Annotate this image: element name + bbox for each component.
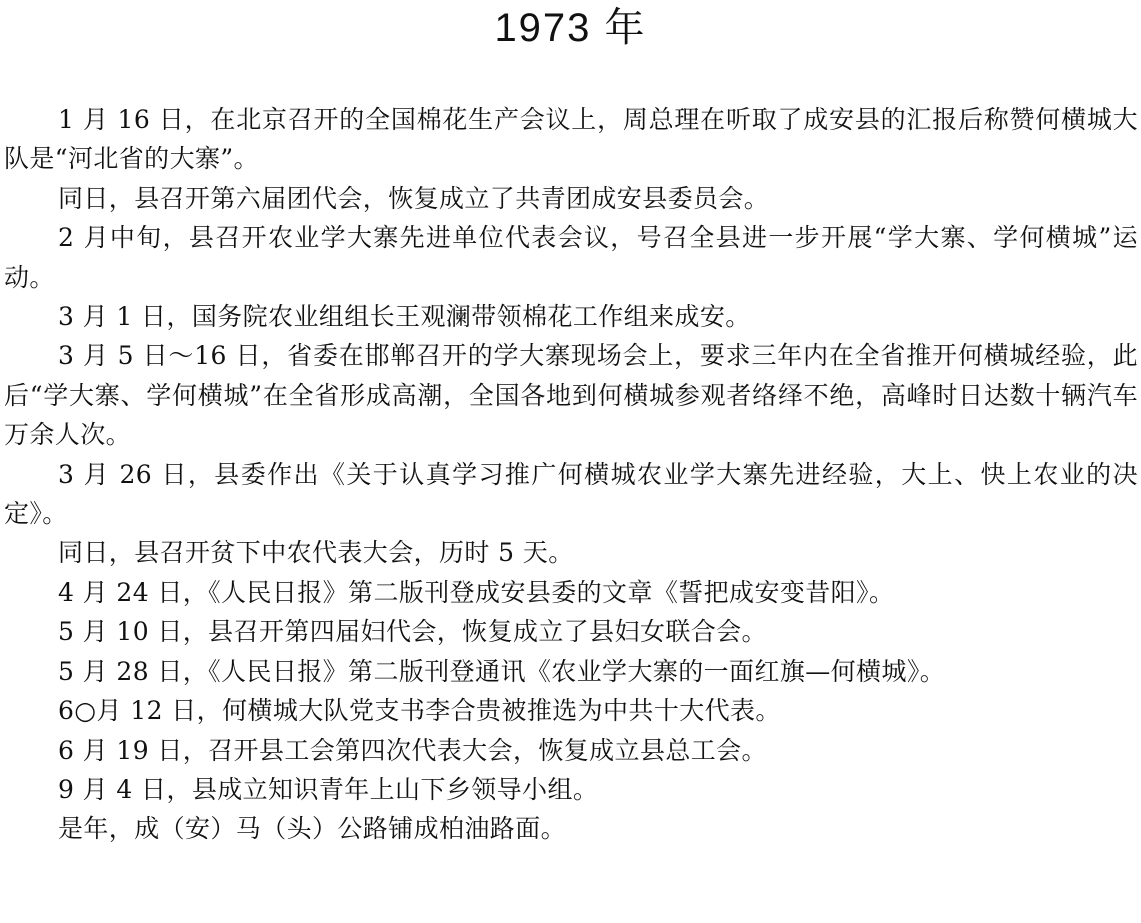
entry-may-28: 5 月 28 日，《人民日报》第二版刊登通讯《农业学大寨的一面红旗—何横城》。 <box>58 656 946 686</box>
entry-jun-12: 6○月 12 日，何横城大队党支书李合贵被推选为中共十大代表。 <box>58 696 781 726</box>
entry-mar-5-16: 3 月 5 日～16 日，省委在邯郸召开的学大寨现场会上，要求三年内在全省推开何横城经验，此后“学大寨、学何横城”在全省形成高潮，全国各地到何横城参观者络绎不绝，高峰时日达数十辆汽车万余人次。 <box>4 341 1138 450</box>
entry-jan-16: 1 月 16 日，在北京召开的全国棉花生产会议上，周总理在听取了成安县的汇报后称赞何横城大队是“河北省的大寨”。 <box>4 105 1138 174</box>
entry-mar-1: 3 月 1 日，国务院农业组组长王观澜带领棉花工作组来成安。 <box>58 302 751 332</box>
entry-jan-16-same-day: 同日，县召开第六届团代会，恢复成立了共青团成安县委员会。 <box>58 183 770 213</box>
entry-jun-19: 6 月 19 日，召开县工会第四次代表大会，恢复成立县总工会。 <box>58 735 767 765</box>
entry-feb-mid: 2 月中旬，县召开农业学大寨先进单位代表会议，号召全县进一步开展“学大寨、学何横城”运动。 <box>4 223 1138 292</box>
entry-apr-24: 4 月 24 日，《人民日报》第二版刊登成安县委的文章《誓把成安变昔阳》。 <box>58 577 895 607</box>
entry-mar-26-same-day: 同日，县召开贫下中农代表大会，历时 5 天。 <box>58 538 574 568</box>
entry-may-10: 5 月 10 日，县召开第四届妇代会，恢复成立了县妇女联合会。 <box>58 617 767 647</box>
entry-mar-26: 3 月 26 日，县委作出《关于认真学习推广何横城农业学大寨先进经验，大上、快上农业的决定》。 <box>4 459 1138 529</box>
entry-sep-4: 9 月 4 日，县成立知识青年上山下乡领导小组。 <box>58 774 599 804</box>
page-title: 1973 年 <box>494 6 647 50</box>
chronicle-body <box>4 100 1138 849</box>
entry-this-year: 是年，成（安）马（头）公路铺成柏油路面。 <box>58 814 567 844</box>
